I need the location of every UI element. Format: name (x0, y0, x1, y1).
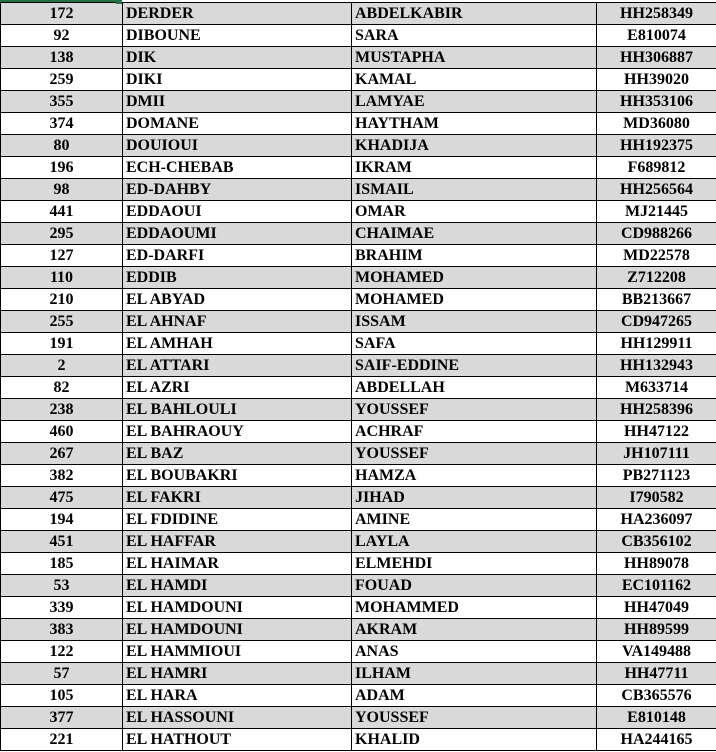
first-name-cell[interactable]: KAMAL (352, 69, 597, 91)
row-number-cell[interactable]: 451 (1, 531, 123, 553)
last-name-cell[interactable]: EDDIB (123, 267, 352, 289)
last-name-cell[interactable]: ECH-CHEBAB (123, 157, 352, 179)
id-number-cell[interactable]: PB271123 (597, 465, 716, 487)
table-row (1, 245, 716, 267)
first-name-cell[interactable]: SAIF-EDDINE (352, 355, 597, 377)
row-number-cell[interactable]: 295 (1, 223, 123, 245)
first-name-cell[interactable]: SARA (352, 25, 597, 47)
row-number-cell[interactable]: 221 (1, 729, 123, 751)
table-row (1, 641, 716, 663)
first-name-cell[interactable]: MOHAMMED (352, 597, 597, 619)
id-number-cell[interactable]: HH192375 (597, 135, 716, 157)
last-name-cell[interactable]: DMII (123, 91, 352, 113)
last-name-cell[interactable]: EL HAIMAR (123, 553, 352, 575)
table-row (1, 135, 716, 157)
table-row (1, 333, 716, 355)
table-row (1, 597, 716, 619)
first-name-cell[interactable]: ADAM (352, 685, 597, 707)
table-row (1, 289, 716, 311)
row-number-cell[interactable]: 377 (1, 707, 123, 729)
first-name-cell[interactable]: YOUSSEF (352, 707, 597, 729)
last-name-cell[interactable]: EL HARA (123, 685, 352, 707)
id-number-cell[interactable]: EC101162 (597, 575, 716, 597)
id-number-cell[interactable]: JH107111 (597, 443, 716, 465)
row-number-cell[interactable]: 383 (1, 619, 123, 641)
first-name-cell[interactable]: YOUSSEF (352, 443, 597, 465)
id-number-cell[interactable]: M633714 (597, 377, 716, 399)
table-row (1, 179, 716, 201)
first-name-cell[interactable]: HAYTHAM (352, 113, 597, 135)
id-number-cell[interactable]: HA244165 (597, 729, 716, 751)
last-name-cell[interactable]: DIK (123, 47, 352, 69)
row-number-cell[interactable]: 2 (1, 355, 123, 377)
table-row (1, 3, 716, 25)
id-number-cell[interactable]: MD22578 (597, 245, 716, 267)
id-number-cell[interactable]: F689812 (597, 157, 716, 179)
table-row (1, 509, 716, 531)
first-name-cell[interactable]: JIHAD (352, 487, 597, 509)
first-name-cell[interactable]: ELMEHDI (352, 553, 597, 575)
first-name-cell[interactable]: BRAHIM (352, 245, 597, 267)
row-number-cell[interactable]: 194 (1, 509, 123, 531)
id-number-cell[interactable]: CD947265 (597, 311, 716, 333)
table-row (1, 157, 716, 179)
row-number-cell[interactable]: 105 (1, 685, 123, 707)
last-name-cell[interactable]: EL HAMMIOUI (123, 641, 352, 663)
row-number-cell[interactable]: 82 (1, 377, 123, 399)
first-name-cell[interactable]: MUSTAPHA (352, 47, 597, 69)
row-number-cell[interactable]: 196 (1, 157, 123, 179)
id-number-cell[interactable]: HH258349 (597, 3, 716, 25)
row-number-cell[interactable]: 238 (1, 399, 123, 421)
id-number-cell[interactable]: E810148 (597, 707, 716, 729)
last-name-cell[interactable]: EL HAFFAR (123, 531, 352, 553)
first-name-cell[interactable]: ANAS (352, 641, 597, 663)
row-number-cell[interactable]: 172 (1, 3, 123, 25)
first-name-cell[interactable]: CHAIMAE (352, 223, 597, 245)
table-row (1, 355, 716, 377)
row-number-cell[interactable]: 255 (1, 311, 123, 333)
row-number-cell[interactable]: 460 (1, 421, 123, 443)
first-name-cell[interactable]: ABDELKABIR (352, 3, 597, 25)
last-name-cell[interactable]: EL AZRI (123, 377, 352, 399)
last-name-cell[interactable]: EL ATTARI (123, 355, 352, 377)
row-number-cell[interactable]: 382 (1, 465, 123, 487)
row-number-cell[interactable]: 185 (1, 553, 123, 575)
first-name-cell[interactable]: ILHAM (352, 663, 597, 685)
id-number-cell[interactable]: HH89078 (597, 553, 716, 575)
table-row (1, 47, 716, 69)
table-row (1, 619, 716, 641)
row-number-cell[interactable]: 441 (1, 201, 123, 223)
id-number-cell[interactable]: HH47711 (597, 663, 716, 685)
first-name-cell[interactable]: ABDELLAH (352, 377, 597, 399)
last-name-cell[interactable]: ED-DARFI (123, 245, 352, 267)
first-name-cell[interactable]: KHALID (352, 729, 597, 751)
id-number-cell[interactable]: HH47122 (597, 421, 716, 443)
row-number-cell[interactable]: 355 (1, 91, 123, 113)
last-name-cell[interactable]: EL HASSOUNI (123, 707, 352, 729)
last-name-cell[interactable]: EDDAOUMI (123, 223, 352, 245)
table-row (1, 729, 716, 751)
first-name-cell[interactable]: ISMAIL (352, 179, 597, 201)
last-name-cell[interactable]: EDDAOUI (123, 201, 352, 223)
id-number-cell[interactable]: MD36080 (597, 113, 716, 135)
id-number-cell[interactable]: CB365576 (597, 685, 716, 707)
last-name-cell[interactable]: DOMANE (123, 113, 352, 135)
first-name-cell[interactable]: KHADIJA (352, 135, 597, 157)
first-name-cell[interactable]: OMAR (352, 201, 597, 223)
row-number-cell[interactable]: 138 (1, 47, 123, 69)
table-row (1, 575, 716, 597)
first-name-cell[interactable]: HAMZA (352, 465, 597, 487)
row-number-cell[interactable]: 475 (1, 487, 123, 509)
row-number-cell[interactable]: 267 (1, 443, 123, 465)
table-row (1, 487, 716, 509)
row-number-cell[interactable]: 80 (1, 135, 123, 157)
table-row (1, 91, 716, 113)
first-name-cell[interactable]: YOUSSEF (352, 399, 597, 421)
id-number-cell[interactable]: VA149488 (597, 641, 716, 663)
row-number-cell[interactable]: 92 (1, 25, 123, 47)
row-number-cell[interactable]: 191 (1, 333, 123, 355)
table-row (1, 707, 716, 729)
last-name-cell[interactable]: ED-DAHBY (123, 179, 352, 201)
id-number-cell[interactable]: HH258396 (597, 399, 716, 421)
last-name-cell[interactable]: EL BAZ (123, 443, 352, 465)
row-number-cell[interactable]: 110 (1, 267, 123, 289)
first-name-cell[interactable]: IKRAM (352, 157, 597, 179)
table-row (1, 399, 716, 421)
first-name-cell[interactable]: MOHAMED (352, 267, 597, 289)
table-row (1, 531, 716, 553)
id-number-cell[interactable]: HH129911 (597, 333, 716, 355)
table-row (1, 663, 716, 685)
id-number-cell[interactable]: HA236097 (597, 509, 716, 531)
id-number-cell[interactable]: Z712208 (597, 267, 716, 289)
last-name-cell[interactable]: DERDER (123, 3, 352, 25)
id-number-cell[interactable]: HH47049 (597, 597, 716, 619)
table-row (1, 421, 716, 443)
last-name-cell[interactable]: EL HAMRI (123, 663, 352, 685)
last-name-cell[interactable]: EL BAHRAOUY (123, 421, 352, 443)
table-row (1, 377, 716, 399)
first-name-cell[interactable]: AKRAM (352, 619, 597, 641)
id-number-cell[interactable]: BB213667 (597, 289, 716, 311)
first-name-cell[interactable]: AMINE (352, 509, 597, 531)
table-row (1, 553, 716, 575)
row-number-cell[interactable]: 210 (1, 289, 123, 311)
id-number-cell[interactable]: HH132943 (597, 355, 716, 377)
table-row (1, 25, 716, 47)
id-number-cell[interactable]: I790582 (597, 487, 716, 509)
last-name-cell[interactable]: DOUIOUI (123, 135, 352, 157)
id-number-cell[interactable]: HH89599 (597, 619, 716, 641)
fill-handle[interactable] (116, 0, 122, 4)
id-number-cell[interactable]: HH306887 (597, 47, 716, 69)
id-number-cell[interactable]: CD988266 (597, 223, 716, 245)
id-number-cell[interactable]: MJ21445 (597, 201, 716, 223)
row-number-cell[interactable]: 127 (1, 245, 123, 267)
row-number-cell[interactable]: 53 (1, 575, 123, 597)
table-row (1, 113, 716, 135)
table-body (1, 3, 716, 751)
first-name-cell[interactable]: ISSAM (352, 311, 597, 333)
last-name-cell[interactable]: EL HAMDI (123, 575, 352, 597)
table-row (1, 311, 716, 333)
first-name-cell[interactable]: SAFA (352, 333, 597, 355)
row-number-cell[interactable]: 374 (1, 113, 123, 135)
last-name-cell[interactable]: EL FAKRI (123, 487, 352, 509)
row-number-cell[interactable]: 259 (1, 69, 123, 91)
last-name-cell[interactable]: EL AMHAH (123, 333, 352, 355)
last-name-cell[interactable]: EL ABYAD (123, 289, 352, 311)
last-name-cell[interactable]: EL AHNAF (123, 311, 352, 333)
row-number-cell[interactable]: 122 (1, 641, 123, 663)
last-name-cell[interactable]: EL HATHOUT (123, 729, 352, 751)
last-name-cell[interactable]: EL HAMDOUNI (123, 619, 352, 641)
row-number-cell[interactable]: 98 (1, 179, 123, 201)
id-number-cell[interactable]: HH353106 (597, 91, 716, 113)
table-row (1, 685, 716, 707)
table-row (1, 201, 716, 223)
first-name-cell[interactable]: ACHRAF (352, 421, 597, 443)
id-number-cell[interactable]: HH256564 (597, 179, 716, 201)
id-number-cell[interactable]: HH39020 (597, 69, 716, 91)
row-number-cell[interactable]: 57 (1, 663, 123, 685)
table-row (1, 69, 716, 91)
first-name-cell[interactable]: LAYLA (352, 531, 597, 553)
id-number-cell[interactable]: E810074 (597, 25, 716, 47)
table-row (1, 223, 716, 245)
last-name-cell[interactable]: EL BAHLOULI (123, 399, 352, 421)
last-name-cell[interactable]: EL HAMDOUNI (123, 597, 352, 619)
last-name-cell[interactable]: DIKI (123, 69, 352, 91)
last-name-cell[interactable]: DIBOUNE (123, 25, 352, 47)
last-name-cell[interactable]: EL FDIDINE (123, 509, 352, 531)
first-name-cell[interactable]: FOUAD (352, 575, 597, 597)
last-name-cell[interactable]: EL BOUBAKRI (123, 465, 352, 487)
id-number-cell[interactable]: CB356102 (597, 531, 716, 553)
table-row (1, 465, 716, 487)
table-row (1, 267, 716, 289)
first-name-cell[interactable]: MOHAMED (352, 289, 597, 311)
first-name-cell[interactable]: LAMYAE (352, 91, 597, 113)
data-table (0, 2, 716, 751)
table-row (1, 443, 716, 465)
row-number-cell[interactable]: 339 (1, 597, 123, 619)
cell-selection-border (0, 0, 122, 2)
